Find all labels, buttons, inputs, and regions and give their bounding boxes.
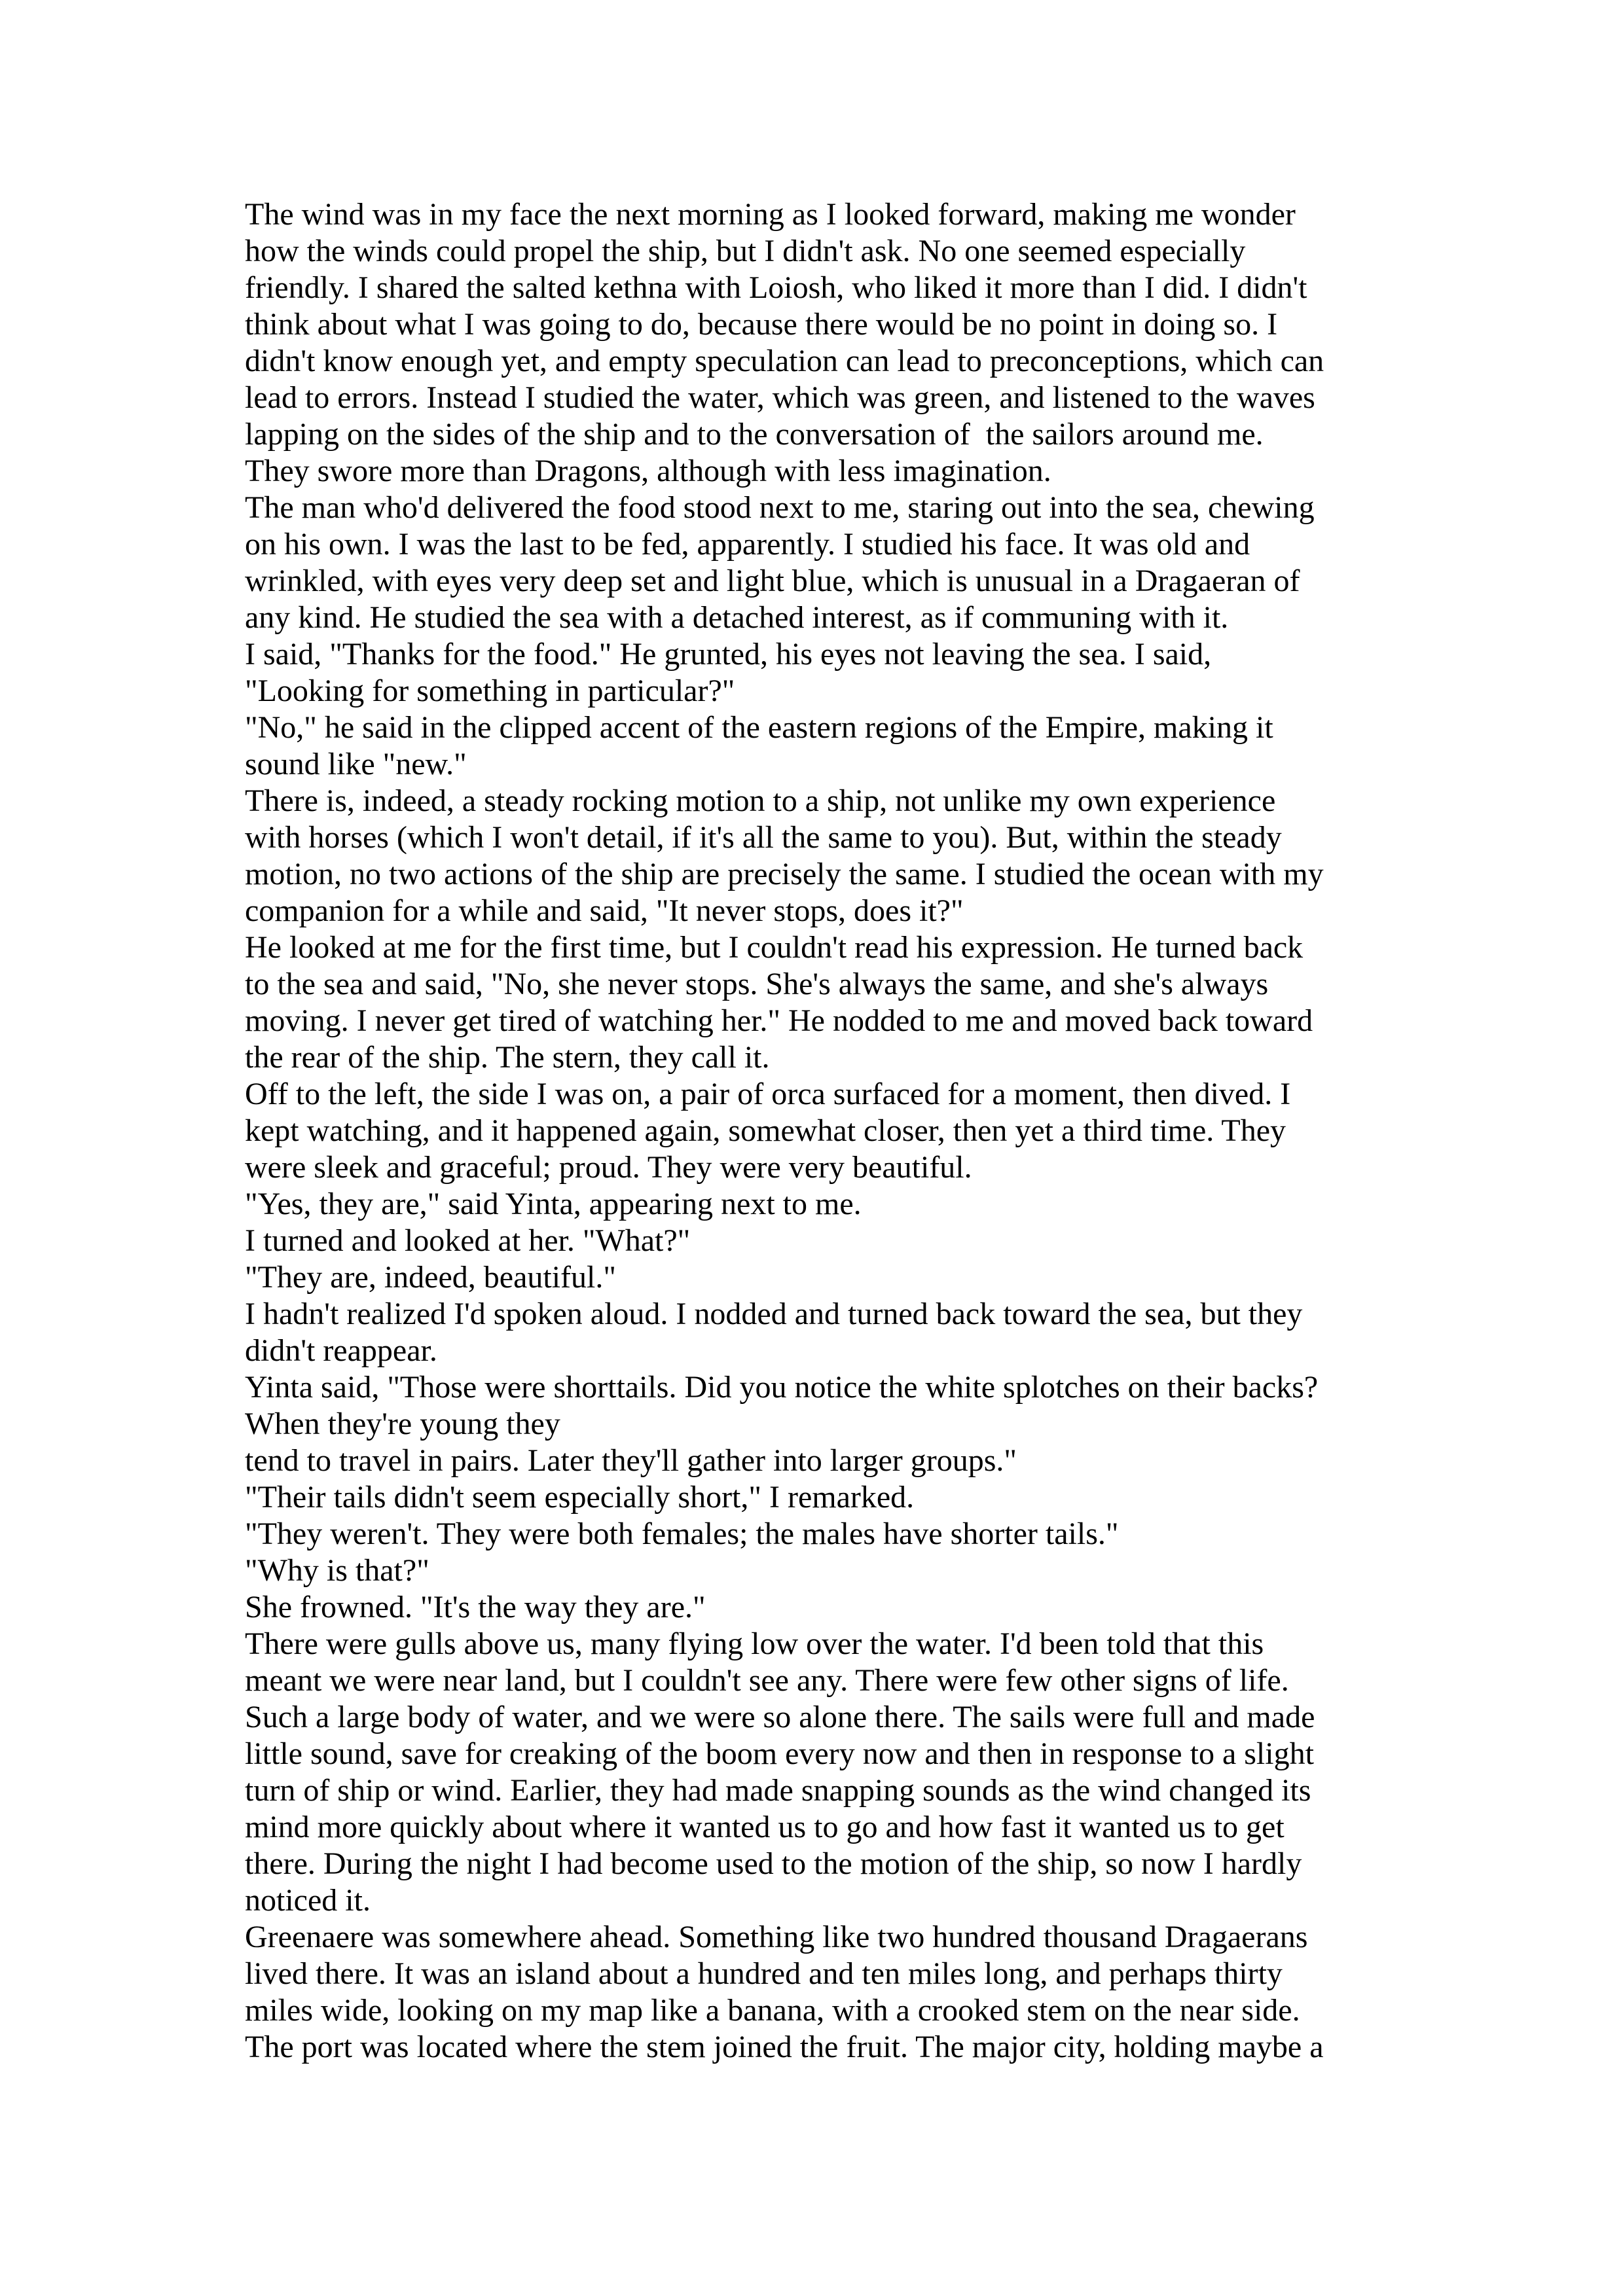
text-line: When they're young they: [245, 1407, 560, 1441]
text-line: companion for a while and said, "It never stops, does it?": [245, 893, 964, 928]
text-line: how the winds could propel the ship, but I didn't ask. No one seemed especially: [245, 234, 1246, 268]
text-line: "Looking for something in particular?": [245, 673, 735, 708]
text-line: Greenaere was somewhere ahead. Something like two hundred thousand Dragaerans: [245, 1920, 1308, 1954]
text-line: I hadn't realized I'd spoken aloud. I nodded and turned back toward the sea, but they: [245, 1297, 1303, 1331]
text-line: to the sea and said, "No, she never stops. She's always the same, and she's always: [245, 967, 1269, 1001]
text-line: Such a large body of water, and we were so alone there. The sails were full and made: [245, 1700, 1315, 1734]
text-line: Yinta said, "Those were shorttails. Did you notice the white splotches on their backs?: [245, 1370, 1319, 1405]
text-line: on his own. I was the last to be fed, apparently. I studied his face. It was old and: [245, 527, 1250, 562]
text-line: any kind. He studied the sea with a detached interest, as if communing with it.: [245, 600, 1229, 635]
text-line: the rear of the ship. The stern, they call it.: [245, 1040, 770, 1075]
text-line: turn of ship or wind. Earlier, they had made snapping sounds as the wind changed its: [245, 1773, 1311, 1808]
text-line: didn't know enough yet, and empty speculation can lead to preconceptions, which can: [245, 344, 1324, 378]
text-line: there. During the night I had become used to the motion of the ship, so now I hardly: [245, 1846, 1302, 1881]
text-line: The port was located where the stem joined the fruit. The major city, holding maybe a: [245, 2030, 1324, 2064]
text-line: noticed it.: [245, 1883, 371, 1918]
text-line: "No," he said in the clipped accent of the eastern regions of the Empire, making it: [245, 710, 1273, 745]
text-line: didn't reappear.: [245, 1333, 437, 1368]
text-line: The wind was in my face the next morning as I looked forward, making me wonder: [245, 197, 1296, 232]
text-line: She frowned. "It's the way they are.": [245, 1590, 706, 1624]
text-line: tend to travel in pairs. Later they'll gather into larger groups.": [245, 1443, 1017, 1478]
body-text: [245, 196, 1384, 2066]
text-line: meant we were near land, but I couldn't see any. There were few other signs of life.: [245, 1663, 1289, 1698]
text-line: He looked at me for the first time, but I couldn't read his expression. He turned back: [245, 930, 1304, 965]
text-line: friendly. I shared the salted kethna with Loiosh, who liked it more than I did. I didn't: [245, 270, 1307, 305]
text-line: little sound, save for creaking of the boom every now and then in response to a slight: [245, 1736, 1314, 1771]
text-line: lapping on the sides of the ship and to the conversation of the sailors around me.: [245, 417, 1264, 452]
text-line: "They weren't. They were both females; the males have shorter tails.": [245, 1516, 1119, 1551]
text-line: sound like "new.": [245, 747, 467, 781]
text-line: mind more quickly about where it wanted us to go and how fast it wanted us to get: [245, 1810, 1285, 1844]
text-line: "They are, indeed, beautiful.": [245, 1260, 616, 1295]
text-line: think about what I was going to do, because there would be no point in doing so. I: [245, 307, 1278, 342]
text-line: They swore more than Dragons, although with less imagination.: [245, 454, 1051, 488]
text-line: motion, no two actions of the ship are precisely the same. I studied the ocean with my: [245, 857, 1324, 891]
text-line: lead to errors. Instead I studied the water, which was green, and listened to the waves: [245, 380, 1315, 415]
text-line: "Their tails didn't seem especially short," I remarked.: [245, 1480, 915, 1515]
text-line: with horses (which I won't detail, if it's all the same to you). But, within the steady: [245, 820, 1282, 855]
text-line: There is, indeed, a steady rocking motion to a ship, not unlike my own experience: [245, 783, 1276, 818]
text-line: lived there. It was an island about a hundred and ten miles long, and perhaps thirty: [245, 1956, 1283, 1991]
text-line: miles wide, looking on my map like a banana, with a crooked stem on the near side.: [245, 1993, 1300, 2028]
text-line: were sleek and graceful; proud. They were very beautiful.: [245, 1150, 972, 1185]
text-line: moving. I never get tired of watching her." He nodded to me and moved back toward: [245, 1003, 1313, 1038]
text-line: I turned and looked at her. "What?": [245, 1223, 691, 1258]
text-line: There were gulls above us, many flying low over the water. I'd been told that this: [245, 1626, 1264, 1661]
text-line: kept watching, and it happened again, somewhat closer, then yet a third time. They: [245, 1113, 1286, 1148]
text-line: I said, "Thanks for the food." He grunted, his eyes not leaving the sea. I said,: [245, 637, 1212, 672]
text-line: wrinkled, with eyes very deep set and light blue, which is unusual in a Dragaeran of: [245, 564, 1300, 598]
text-line: "Why is that?": [245, 1553, 429, 1588]
text-line: Off to the left, the side I was on, a pair of orca surfaced for a moment, then dived. I: [245, 1077, 1291, 1111]
text-line: The man who'd delivered the food stood next to me, staring out into the sea, chewing: [245, 490, 1315, 525]
text-line: "Yes, they are," said Yinta, appearing next to me.: [245, 1187, 862, 1221]
